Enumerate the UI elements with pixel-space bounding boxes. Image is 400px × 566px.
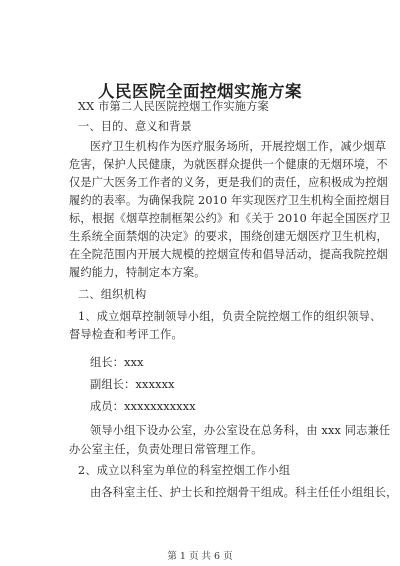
section1-line: 仅是广大医务工作者的义务，更是我们的责任，应积极成为控烟 bbox=[69, 176, 388, 189]
leader-line: 组长：xxx bbox=[90, 356, 144, 369]
section1-line: 危害，保护人民健康，为就医群众提供一个健康的无烟环境，不 bbox=[69, 158, 388, 171]
section1-line: 医疗卫生机构作为医疗服务场所，开展控烟工作，减少烟草 bbox=[90, 140, 387, 153]
section1-line: 履约能力，特制定本方案。 bbox=[69, 266, 206, 279]
section1-heading: 一、目的、意义和背景 bbox=[78, 120, 192, 133]
office-line: 领导小组下设办公室，办公室设在总务科，由 xxx 同志兼任 bbox=[90, 424, 391, 437]
item2-heading: 2、成立以科室为单位的科室控烟工作小组 bbox=[78, 464, 291, 477]
page-footer: 第 1 页 共 6 页 bbox=[167, 551, 233, 562]
section1-line: 标，根据《烟草控制框架公约》和《关于 2010 年起全国医疗卫 bbox=[69, 212, 391, 225]
section1-line: 在全院范围内开展大规模的控烟宣传和倡导活动，提高我院控烟 bbox=[69, 248, 388, 261]
item1-line: 1、成立烟草控制领导小组，负责全院控烟工作的组织领导、 bbox=[78, 310, 382, 323]
section1-line: 履约的表率。为确保我院 2010 年实现医疗卫生机构全面控烟目 bbox=[69, 194, 391, 207]
item1-line: 督导检查和考评工作。 bbox=[69, 328, 183, 341]
section2-heading: 二、组织机构 bbox=[78, 288, 147, 301]
members-line: 成员：xxxxxxxxxxx bbox=[90, 400, 196, 413]
document-title: 人民医院全面控烟实施方案 bbox=[98, 82, 302, 101]
section1-line: 生系统全面禁烟的决定》的要求，围绕创建无烟医疗卫生机构， bbox=[69, 230, 388, 243]
deputy-leader-line: 副组长：xxxxxx bbox=[90, 378, 175, 391]
item2-line: 由各科室主任、护士长和控烟骨干组成。科主任任小组组长， bbox=[90, 486, 398, 499]
office-line: 办公室主任，负责处理日常管理工作。 bbox=[69, 443, 263, 456]
document-subtitle: XX 市第二人民医院控烟工作实施方案 bbox=[78, 100, 269, 113]
